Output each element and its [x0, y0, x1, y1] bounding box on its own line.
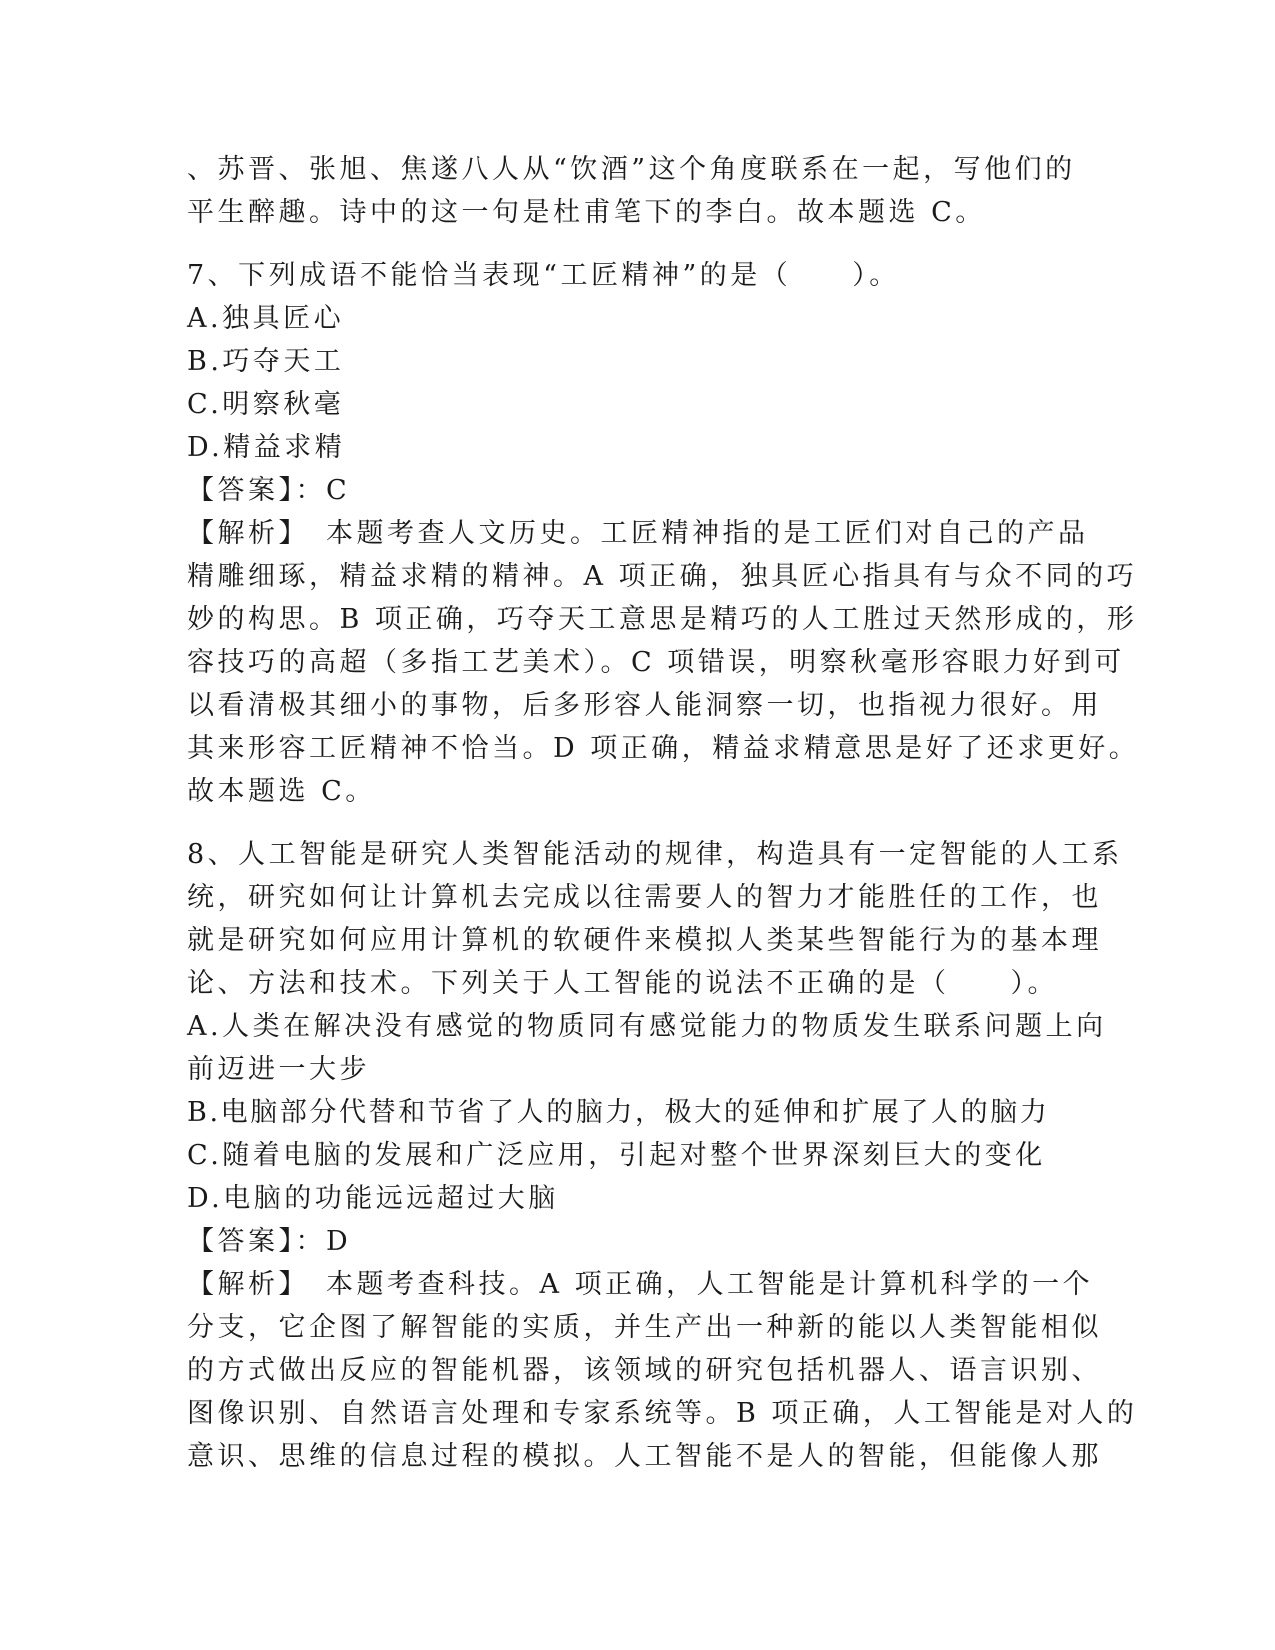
question-stem-line: 就是研究如何应用计算机的软硬件来模拟人类某些智能行为的基本理 — [187, 925, 1102, 956]
explanation-line: 【解析】 本题考查人文历史。工匠精神指的是工匠们对自己的产品 — [187, 518, 1089, 549]
explanation-line: 容技巧的高超（多指工艺美术）。C 项错误，明察秋毫形容眼力好到可 — [187, 647, 1125, 678]
explanation-line: 分支，它企图了解智能的实质，并生产出一种新的能以人类智能相似 — [187, 1312, 1102, 1343]
explanation-line: 意识、思维的信息过程的模拟。人工智能不是人的智能，但能像人那 — [187, 1441, 1102, 1472]
option-c: C.随着电脑的发展和广泛应用，引起对整个世界深刻巨大的变化 — [187, 1140, 1046, 1171]
option-b: B.巧夺天工 — [187, 346, 345, 377]
explanation — [187, 512, 1140, 813]
option-d: D.精益求精 — [187, 432, 346, 463]
option-d: D.电脑的功能远远超过大脑 — [187, 1183, 559, 1214]
text-line: 平生醉趣。诗中的这一句是杜甫笔下的李白。故本题选 C。 — [187, 197, 986, 228]
question-stem-line: 统，研究如何让计算机去完成以往需要人的智力才能胜任的工作，也 — [187, 882, 1102, 913]
previous-explanation-tail — [187, 148, 1087, 234]
option-b: B.电脑部分代替和节省了人的脑力，极大的延伸和扩展了人的脑力 — [187, 1097, 1050, 1128]
option-a: A.独具匠心 — [187, 303, 345, 334]
explanation — [187, 1263, 1138, 1478]
question-7 — [187, 254, 1140, 813]
option-a-line: 前迈进一大步 — [187, 1054, 370, 1085]
explanation-line: 故本题选 C。 — [187, 776, 376, 807]
question-stem: 7、下列成语不能恰当表现“工匠精神”的是（ ）。 — [187, 260, 900, 291]
explanation-line: 以看清极其细小的事物，后多形容人能洞察一切，也指视力很好。用 — [187, 690, 1102, 721]
text-line: 、苏晋、张旭、焦遂八人从“饮酒”这个角度联系在一起，写他们的 — [187, 154, 1076, 185]
explanation-line: 精雕细琢，精益求精的精神。A 项正确，独具匠心指具有与众不同的巧 — [187, 561, 1138, 592]
explanation-line: 图像识别、自然语言处理和专家系统等。B 项正确，人工智能是对人的 — [187, 1398, 1138, 1429]
option-a-line: A.人类在解决没有感觉的物质同有感觉能力的物质发生联系问题上向 — [187, 1011, 1107, 1042]
explanation-line: 其来形容工匠精神不恰当。D 项正确，精益求精意思是好了还求更好。 — [187, 733, 1140, 764]
explanation-line: 妙的构思。B 项正确，巧夺天工意思是精巧的人工胜过天然形成的，形 — [187, 604, 1138, 635]
question-stem-line: 论、方法和技术。下列关于人工智能的说法不正确的是（ ）。 — [187, 968, 1058, 999]
question-8 — [187, 833, 1138, 1478]
explanation-line: 的方式做出反应的智能机器，该领域的研究包括机器人、语言识别、 — [187, 1355, 1102, 1386]
option-c: C.明察秋毫 — [187, 389, 345, 420]
answer-line: 【答案】：C — [187, 475, 351, 506]
document-page — [187, 148, 1140, 1478]
question-stem-line: 8、人工智能是研究人类智能活动的规律，构造具有一定智能的人工系 — [187, 839, 1123, 870]
answer-line: 【答案】：D — [187, 1226, 352, 1257]
explanation-line: 【解析】 本题考查科技。A 项正确，人工智能是计算机科学的一个 — [187, 1269, 1094, 1300]
